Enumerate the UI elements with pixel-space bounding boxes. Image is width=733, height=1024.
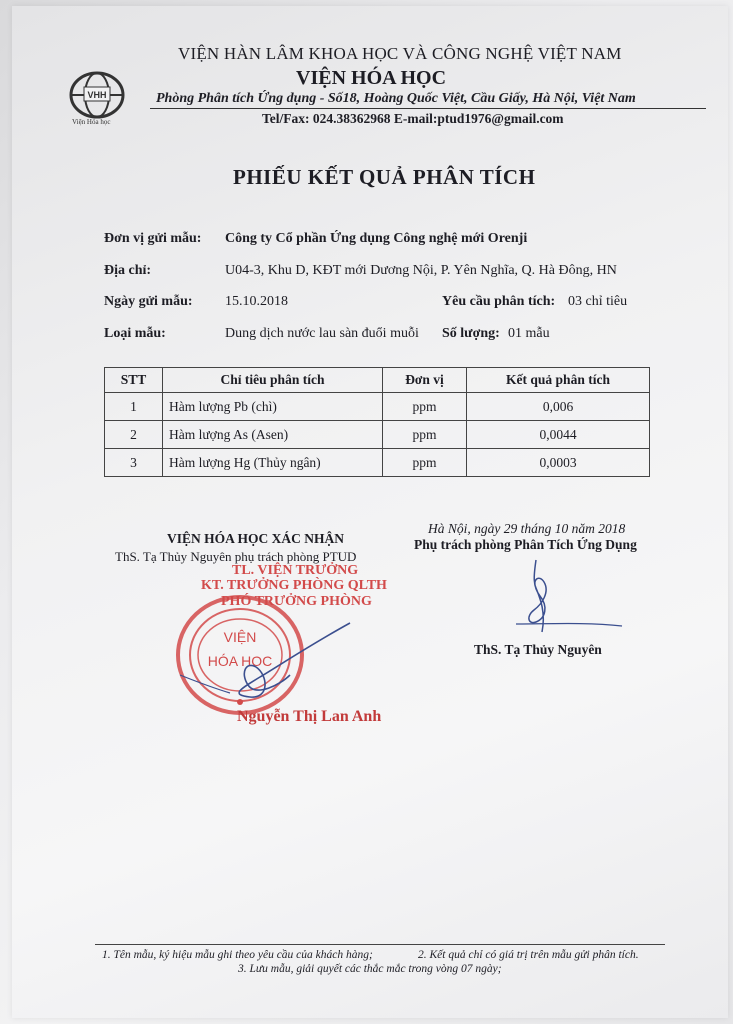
cell-stt: 3	[105, 449, 163, 477]
left-signer-name: Nguyễn Thị Lan Anh	[237, 708, 382, 725]
document-sheet	[12, 6, 728, 1018]
sign-date: Hà Nội, ngày 29 tháng 10 năm 2018	[428, 521, 626, 536]
right-handwritten-signature	[506, 552, 626, 640]
footnote-divider	[95, 944, 665, 945]
footnote-2: 2. Kết quả chỉ có giá trị trên mẫu gửi phân tích.	[418, 949, 639, 961]
seal-line-1: VIỆN	[223, 629, 257, 645]
sample-type-value: Dung dịch nước lau sàn đuổi muỗi	[225, 326, 419, 341]
cell-indicator: Hàm lượng As (Asen)	[163, 421, 383, 449]
results-table	[104, 367, 650, 477]
footnote-1: 1. Tên mẫu, ký hiệu mẫu ghi theo yêu cầu của khách hàng;	[102, 949, 373, 961]
cell-indicator: Hàm lượng Pb (chì)	[163, 393, 383, 421]
table-header-row	[105, 368, 650, 393]
institute-address: Phòng Phân tích Ứng dụng - Số18, Hoàng Quốc Việt, Cầu Giấy, Hà Nội, Việt Nam	[156, 91, 636, 106]
academy-name: VIỆN HÀN LÂM KHOA HỌC VÀ CÔNG NGHỆ VIỆT NAM	[178, 44, 622, 63]
address-label: Địa chỉ:	[104, 263, 152, 278]
sender-value: Công ty Cổ phần Ứng dụng Công nghệ mới Orenji	[225, 231, 528, 246]
table-row	[105, 421, 650, 449]
cell-indicator: Hàm lượng Hg (Thủy ngân)	[163, 449, 383, 477]
col-header-stt: STT	[105, 368, 163, 393]
right-signer-name: ThS. Tạ Thủy Nguyên	[474, 642, 602, 657]
cell-stt: 1	[105, 393, 163, 421]
address-value: U04-3, Khu D, KĐT mới Dương Nội, P. Yên Nghĩa, Q. Hà Đông, HN	[225, 263, 617, 278]
logo-text: VHH	[87, 90, 107, 100]
left-confirm-sub: ThS. Tạ Thủy Nguyên phụ trách phòng PTUD	[115, 549, 357, 564]
col-header-indicator: Chỉ tiêu phân tích	[163, 368, 383, 393]
quantity-value: 01 mẫu	[508, 326, 550, 341]
stamp-line-2: KT. TRƯỞNG PHÒNG QLTH	[201, 578, 387, 593]
col-header-unit: Đơn vị	[383, 368, 467, 393]
left-handwritten-signature	[170, 615, 360, 710]
right-signer-role: Phụ trách phòng Phân Tích Ứng Dụng	[414, 537, 637, 552]
document-title: PHIẾU KẾT QUẢ PHÂN TÍCH	[233, 165, 536, 189]
date-label: Ngày gửi mẫu:	[104, 294, 193, 309]
seal-line-2: HÓA HỌC	[207, 653, 273, 669]
institute-contact: Tel/Fax: 024.38362968 E-mail:ptud1976@gmail.com	[262, 111, 564, 126]
table-row	[105, 393, 650, 421]
quantity-label: Số lượng:	[442, 326, 500, 341]
cell-result: 0,0044	[467, 421, 650, 449]
sample-type-label: Loại mẫu:	[104, 326, 166, 341]
institute-name: VIỆN HÓA HỌC	[296, 67, 447, 89]
stamp-line-3: PHÓ TRƯỞNG PHÒNG	[221, 594, 372, 609]
col-header-result: Kết quả phân tích	[467, 368, 650, 393]
logo-caption: Viện Hóa học	[72, 118, 111, 126]
cell-unit: ppm	[383, 421, 467, 449]
sender-label: Đơn vị gửi mẫu:	[104, 231, 202, 246]
stamp-line-1: TL. VIỆN TRƯỞNG	[232, 563, 359, 578]
request-label: Yêu cầu phân tích:	[442, 294, 556, 309]
header-divider	[150, 108, 706, 109]
cell-result: 0,0003	[467, 449, 650, 477]
cell-result: 0,006	[467, 393, 650, 421]
footnote-3: 3. Lưu mẫu, giải quyết các thắc mắc trong vòng 07 ngày;	[238, 963, 502, 975]
cell-stt: 2	[105, 421, 163, 449]
cell-unit: ppm	[383, 449, 467, 477]
cell-unit: ppm	[383, 393, 467, 421]
request-value: 03 chỉ tiêu	[568, 294, 628, 309]
left-confirm-title: VIỆN HÓA HỌC XÁC NHẬN	[167, 531, 345, 546]
date-value: 15.10.2018	[225, 294, 288, 309]
table-row	[105, 449, 650, 477]
